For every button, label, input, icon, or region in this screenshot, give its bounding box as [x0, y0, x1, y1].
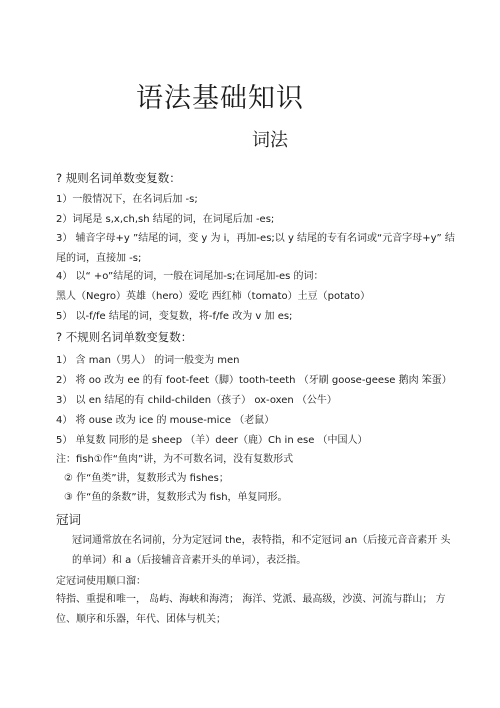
irregular-note: 注：fish①作“鱼肉”讲，为不可数名词，没有复数形式 — [56, 454, 294, 465]
irregular-note: ② 作“鱼类”讲，复数形式为 fishes； — [64, 473, 229, 484]
rhyme-title: 定冠词使用顺口溜： — [56, 576, 146, 587]
irregular-heading: ? 不规则名词单数变复数： — [56, 330, 193, 344]
article-paragraph: 冠词通常放在名词前，分为定冠词 the，表特指，和不定冠词 an（后接元音音素开 头的单词）和 a（后接辅音音素开头的单词），表泛指。 — [72, 535, 451, 566]
page-subtitle: 词法 — [252, 130, 288, 151]
regular-heading: ? 规则名词单数变复数： — [56, 171, 181, 185]
rhyme-text: 特指、重提和唯一， 岛屿、海峡和海湾； 海洋、党派、最高级，沙漠、河流与群山； 方位、顺序和乐器，年代、团体与机关； — [56, 594, 446, 625]
regular-rule: 黑人（Negro）英雄（hero）爱吃 西红柿（tomato）土豆（potato） — [56, 291, 371, 302]
article-heading: 冠词 — [56, 512, 82, 527]
irregular-rule: 2） 将 oo 改为 ee 的有 foot-feet（脚）tooth-teeth （牙刷 goose-geese 鹅肉 笨蛋） — [56, 375, 452, 386]
irregular-rule: 4） 将 ouse 改为 ice 的 mouse-mice （老鼠） — [56, 415, 275, 426]
irregular-note: ③ 作“鱼的条数”讲，复数形式为 fish，单复同形。 — [64, 492, 288, 503]
page-title: 语法基础知识 — [136, 83, 304, 114]
irregular-rule: 1） 含 man（男人） 的词一般变为 men — [56, 355, 240, 366]
regular-rule: 5） 以-f/fe 结尾的词，变复数，将-f/fe 改为 v 加 es; — [56, 311, 293, 322]
irregular-rule: 3） 以 en 结尾的有 child-childen（孩子） ox-oxen （公牛） — [56, 395, 337, 406]
irregular-rule: 5） 单复数 同形的是 sheep （羊）deer（鹿）Ch in ese （中国人） — [56, 435, 368, 446]
regular-rule: 4） 以“ +o”结尾的词，一般在词尾加-s;在词尾加-es 的词： — [56, 271, 324, 282]
regular-rule: 2）词尾是 s,x,ch,sh 结尾的词，在词尾后加 -es; — [56, 214, 275, 225]
regular-rule: 1）一般情况下，在名词后加 -s; — [56, 194, 198, 205]
regular-rule: 3） 辅音字母+y ”结尾的词，变 y 为 i，再加-es;以 y 结尾的专有名词或“元音字母+y” 结尾的词，直接加 -s; — [56, 233, 455, 264]
